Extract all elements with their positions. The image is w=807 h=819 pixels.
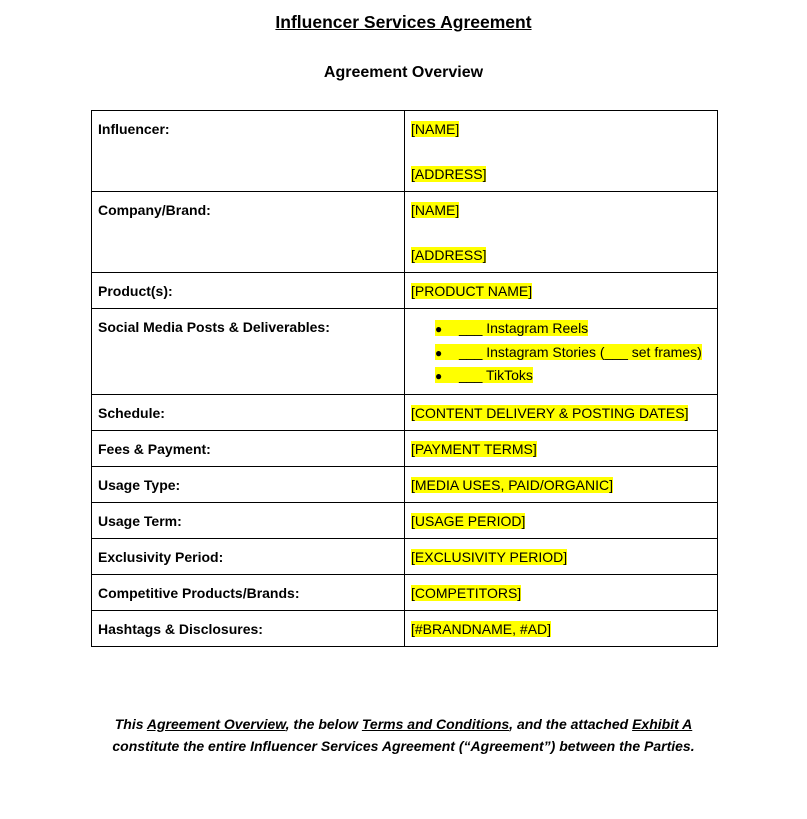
table-row-competitive	[92, 574, 718, 610]
row-label-social: Social Media Posts & Deliverables:	[92, 309, 405, 395]
table-row-exclusivity	[92, 538, 718, 574]
table-row-hashtags	[92, 610, 718, 646]
closing-text: , the below	[285, 716, 362, 732]
row-value-usage-term	[405, 502, 718, 538]
row-value-usage-type	[405, 466, 718, 502]
row-value-social	[405, 309, 718, 395]
row-label-usage-type: Usage Type:	[92, 466, 405, 502]
table-row-products	[92, 273, 718, 309]
deliverables-list	[411, 317, 711, 388]
row-label-usage-term: Usage Term:	[92, 502, 405, 538]
schedule-field[interactable]: [CONTENT DELIVERY & POSTING DATES]	[411, 404, 689, 421]
company-name-field[interactable]: [NAME]	[411, 202, 460, 218]
row-value-fees	[405, 430, 718, 466]
usage-period-field[interactable]: [USAGE PERIOD]	[411, 512, 526, 529]
closing-line-1	[0, 713, 807, 735]
section-title: Agreement Overview	[323, 64, 484, 81]
spacer	[411, 140, 711, 164]
deliverable-stories-field[interactable]: ___ Instagram Stories (___ set frames)	[459, 343, 702, 360]
deliverable-reels-field[interactable]: ___ Instagram Reels	[459, 320, 589, 336]
influencer-name-field[interactable]: [NAME]	[411, 121, 460, 137]
usage-type-field[interactable]: [MEDIA USES, PAID/ORGANIC]	[411, 476, 614, 493]
influencer-address-field[interactable]: [ADDRESS]	[411, 166, 487, 182]
deliverable-tiktoks-field[interactable]: ___ TikToks	[459, 367, 533, 383]
row-label-influencer: Influencer:	[92, 111, 405, 192]
agreement-overview-table	[91, 110, 718, 647]
table-row-company	[92, 192, 718, 273]
row-label-exclusivity: Exclusivity Period:	[92, 538, 405, 574]
table-row-influencer	[92, 111, 718, 192]
row-value-schedule	[405, 394, 718, 430]
row-value-exclusivity	[405, 538, 718, 574]
table-row-usage-type	[92, 466, 718, 502]
hashtags-field[interactable]: [#BRANDNAME, #AD]	[411, 620, 552, 637]
row-value-company	[405, 192, 718, 273]
product-name-field[interactable]: [PRODUCT NAME]	[411, 283, 533, 299]
list-item	[435, 364, 711, 388]
bullet-icon: ●	[435, 345, 443, 360]
agreement-overview-link[interactable]: Agreement Overview	[146, 716, 286, 732]
competitors-field[interactable]: [COMPETITORS]	[411, 584, 522, 601]
row-label-schedule: Schedule:	[92, 394, 405, 430]
company-address-field[interactable]: [ADDRESS]	[411, 247, 487, 263]
row-label-competitive: Competitive Products/Brands:	[92, 574, 405, 610]
terms-and-conditions-link[interactable]: Terms and Conditions	[361, 716, 510, 732]
spacer	[411, 221, 711, 245]
closing-text: , and the attached	[509, 716, 633, 732]
exclusivity-period-field[interactable]: [EXCLUSIVITY PERIOD]	[411, 548, 568, 565]
document-title: Influencer Services Agreement	[275, 12, 532, 32]
list-item	[435, 341, 711, 365]
table-row-usage-term	[92, 502, 718, 538]
row-value-competitive	[405, 574, 718, 610]
row-value-products	[405, 273, 718, 309]
row-label-fees: Fees & Payment:	[92, 430, 405, 466]
closing-line-2: constitute the entire Influencer Services Agreement (“Agreement”) between the Parties.	[112, 738, 695, 754]
bullet-icon: ●	[435, 322, 443, 336]
bullet-icon: ●	[435, 369, 443, 383]
table-row-fees	[92, 430, 718, 466]
table-row-social	[92, 309, 718, 395]
row-label-products: Product(s):	[92, 273, 405, 309]
row-label-company: Company/Brand:	[92, 192, 405, 273]
exhibit-a-link[interactable]: Exhibit A	[632, 716, 693, 732]
row-value-hashtags	[405, 610, 718, 646]
list-item	[435, 317, 711, 341]
table-row-schedule	[92, 394, 718, 430]
closing-text: This	[114, 716, 147, 732]
closing-statement	[0, 713, 807, 757]
row-value-influencer	[405, 111, 718, 192]
row-label-hashtags: Hashtags & Disclosures:	[92, 610, 405, 646]
payment-terms-field[interactable]: [PAYMENT TERMS]	[411, 440, 537, 457]
